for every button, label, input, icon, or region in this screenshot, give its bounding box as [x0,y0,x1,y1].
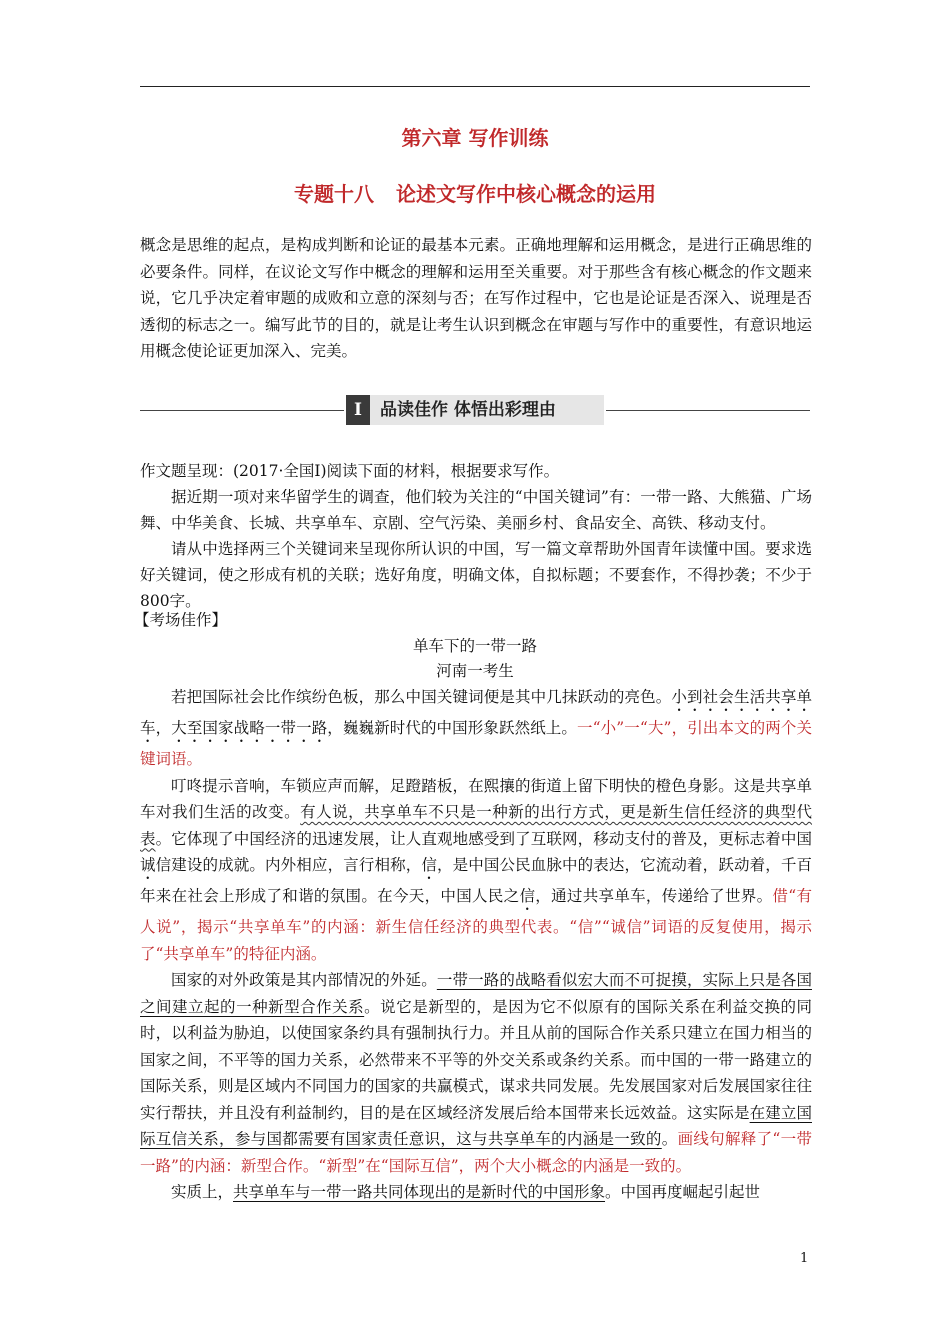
annotation-comment: 借“有人说”，揭示“共享单车”的内涵：新生信任经济的典型代表。“信”“诚信”词语的反复使用，揭示了“共享单车”的特征内涵。 [140,887,812,963]
annotation-comment: 一“小”一“大”，引出本文的两个关键词语。 [140,719,812,768]
emphasis-dots: 信 [519,887,536,905]
essay-author: 河南一考生 [436,662,514,680]
section-banner [140,395,810,425]
essay-paragraph-3: 国家的对外政策是其内部情况的外延。一带一路的战略看似宏大而不可捉摸，实际上只是各国之间建立起的一种新型合作关系。说它是新型的，是因为它不似原有的国际关系在利益交换的同时，以利益为胁迫，以使国家条约具有强制执行力。并且从前的国际合作关系只建立在国力相当的国家之间，不平等的国力关系，必然带来不平等的外交关系或条约关系。而中国的一带一路建立的国际关系，则是区域内不同国力的国家的共赢模式，谋求共同发展。先发展国家对后发展国家往往实行帮扶，并且没有利益制约，目的是在区域经济发展后给本国带来长远效益。这实际是在建立国际互信关系，参与国都需要有国家责任意识，这与共享单车的内涵是一致的。画线句解释了“一带一路”的内涵：新型合作。“新型”在“国际互信”，两个大小概念的内涵是一致的。 [140,971,812,1175]
annotation-comment: 画线句解释了“一带一路”的内涵：新型合作。“新型”在“国际互信”，两个大小概念的内涵是一致的。 [140,1130,812,1175]
essay-label: 【考场佳作】 [134,611,228,629]
page-number: 1 [800,1251,809,1266]
intro-paragraph: 概念是思维的起点，是构成判断和论证的最基本元素。正确地理解和运用概念，是进行正确思维的必要条件。同样，在议论文写作中概念的理解和运用至关重要。对于那些含有核心概念的作文题来说，它几乎决定着审题的成败和立意的深刻与否；在写作过程中，它也是论证是否深入、说理是否透彻的标志之一。编写此节的目的，就是让考生认识到概念在审题与写作中的重要性，有意识地运用概念使论证更加深入、完美。 [140,236,812,360]
section-title: 品读佳作 体悟出彩理由 [380,400,556,420]
section-number: Ⅰ [346,395,370,425]
topic-title [0,178,950,207]
emphasis-dots: 大至国家战略一带一路 [171,719,328,737]
wavy-underline: 有人说，共享单车不只是一种新的出行方式，更是新生信任经济的典型代表 [140,803,812,848]
essay-paragraph-4: 实质上，共享单车与一带一路共同体现出的是新时代的中国形象。中国再度崛起引起世 [171,1183,761,1201]
emphasis-dots: 诚 [140,856,156,874]
essay-paragraph-2: 叮咚提示音响，车锁应声而解，足蹬踏板，在熙攘的街道上留下明快的橙色身影。这是共享单车对我们生活的改变。有人说，共享单车不只是一种新的出行方式，更是新生信任经济的典型代表。它体现了中国经济的迅速发展，让人直观地感受到了互联网，移动支付的普及，更标志着中国诚信建设的成就。内外相应，言行相称，信，是中国公民血脉中的表达，它流动着，跃动着，千百年来在社会上形成了和谐的氛围。在今天，中国人民之信，通过共享单车，传递给了世界。借“有人说”，揭示“共享单车”的内涵：新生信任经济的典型代表。“信”“诚信”词语的反复使用，揭示了“共享单车”的特征内涵。 [140,776,812,963]
prompt-material: 据近期一项对来华留学生的调查，他们较为关注的“中国关键词”有：一带一路、大熊猫、广场舞、中华美食、长城、共享单车、京剧、空气污染、美丽乡村、食品安全、高铁、移动支付。 [140,488,812,532]
banner-rule-right [606,410,810,411]
prompt-heading: 作文题呈现：(2017·全国Ⅰ)阅读下面的材料，根据要求写作。 [140,462,560,480]
topic-name: 论述文写作中核心概念的运用 [396,182,656,206]
straight-underline: 共享单车与一带一路共同体现出的是新时代的中国形象 [233,1183,606,1201]
prompt-requirements: 请从中选择两三个关键词来呈现你所认识的中国，写一篇文章帮助外国青年读懂中国。要求选好关键词，使之形成有机的关联；选好角度，明确文体，自拟标题；不要套作，不得抄袭；不少于800字。 [140,540,812,610]
writing-prompt [140,458,812,614]
straight-underline: 在建立国际互信关系，参与国都需要有国家责任意识，这与共享单车的内涵是一致的 [140,1103,812,1148]
banner-rule-left [140,410,344,411]
emphasis-dots: 信 [421,856,437,874]
chapter-title: 第六章 写作训练 [401,126,549,150]
essay-body [140,684,812,1206]
topic-number: 专题十八 [294,182,374,206]
banner-box [346,395,604,425]
top-rule [140,86,810,87]
straight-underline: 一带一路的战略看似宏大而不可捉摸，实际上只是各国之间建立起的一种新型合作关系 [140,971,812,1016]
essay-paragraph-1: 若把国际社会比作缤纷色板，那么中国关键词便是其中几抹跃动的亮色。小到社会生活共享单车，大至国家战略一带一路，巍巍新时代的中国形象跃然纸上。一“小”一“大”，引出本文的两个关键词语。 [140,688,812,768]
emphasis-dots: 小到社会生活共享单车 [140,688,812,737]
essay-title: 单车下的一带一路 [412,637,537,655]
